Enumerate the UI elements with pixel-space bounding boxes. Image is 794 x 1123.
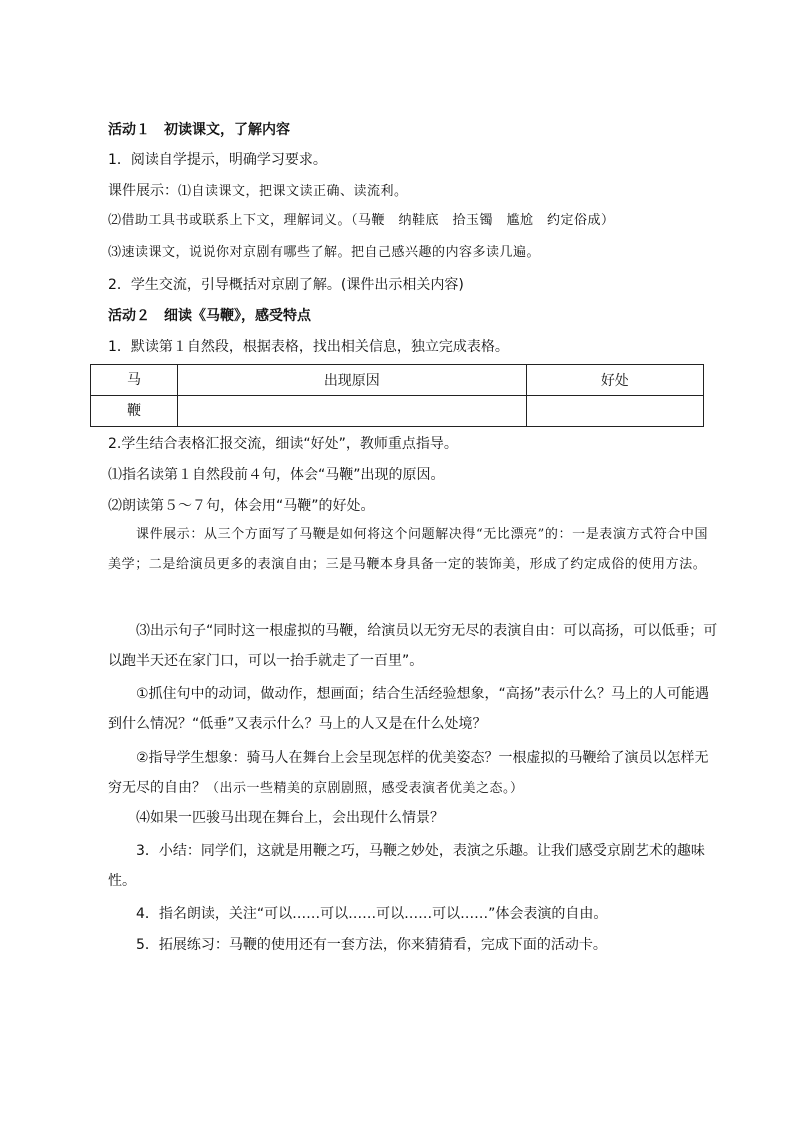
table-row-head-bottom: 鞭 — [91, 396, 178, 427]
table-row-head-top: 马 — [91, 365, 178, 396]
activity2-heading: 活动２ 细读《马鞭》，感受特点 — [108, 308, 311, 324]
table-cell-reason[interactable] — [178, 396, 527, 427]
activity2-circle1: ①抓住句中的动词，做动作，想画面；结合生活经验想象，“高扬”表示什么？马上的人可能遇到什么情况？“低垂”又表示什么？马上的人又是在什么处境？ — [108, 686, 710, 732]
activity2-step4: 4．指名朗读，关注“可以……可以……可以……可以……”体会表演的自由。 — [136, 906, 608, 922]
activity2-sub2: ⑵朗读第５～７句，体会用“马鞭”的好处。 — [108, 498, 375, 514]
activity2-step1: 1．默读第１自然段，根据表格，找出相关信息，独立完成表格。 — [108, 339, 509, 355]
circle2-note: （出示一些精美的京剧剧照，感受表演者优美之态。） — [206, 781, 524, 796]
circle2-main: ②指导学生想象：骑马人在舞台上会呈现怎样的优美姿态？一根虚拟的马鞭给了演员以怎样无穷无尽的自由？ — [108, 750, 709, 796]
activity2-step5: 5．拓展练习：马鞭的使用还有一套方法，你来猜猜看，完成下面的活动卡。 — [136, 937, 607, 953]
show-item1: ⑴自读课文，把课文读正确、读流利。 — [178, 184, 408, 199]
activity1-show-item2: ⑵借助工具书或联系上下文，理解词义。（马鞭 纳鞋底 拾玉镯 尴尬 约定俗成） — [108, 213, 615, 228]
activity2-show-para: 课件展示：从三个方面写了马鞭是如何将这个问题解决得“无比漂亮”的：一是表演方式符合中国美学；二是给演员更多的表演自由；三是马鞭本身具备一定的装饰美，形成了约定成俗的使用方法。 — [108, 527, 709, 572]
activity2-sub4: ⑷如果一匹骏马出现在舞台上，会出现什么情景？ — [136, 810, 444, 826]
info-table — [90, 364, 704, 427]
activity2-step3: 3．小结：同学们，这就是用鞭之巧，马鞭之妙处，表演之乐趣。让我们感受京剧艺术的趣味性。 — [108, 843, 705, 889]
activity2-sub3: ⑶出示句子“同时这一根虚拟的马鞭，给演员以无穷无尽的表演自由：可以高扬，可以低垂；可以跑半天还在家门口，可以一抬手就走了一百里”。 — [108, 623, 718, 669]
activity1-step2: 2．学生交流，引导概括对京剧了解。(课件出示相关内容) — [108, 277, 464, 293]
activity2-sub1: ⑴指名读第１自然段前４句，体会“马鞭”出现的原因。 — [108, 467, 445, 483]
show-label: 课件展示： — [108, 183, 178, 199]
table-cell-benefit[interactable] — [526, 396, 703, 427]
activity2-step2: 2.学生结合表格汇报交流，细读“好处”，教师重点指导。 — [108, 436, 458, 452]
activity1-show — [108, 181, 408, 202]
activity1-heading: 活动１ 初读课文，了解内容 — [108, 122, 290, 138]
table-col-benefit: 好处 — [526, 365, 703, 396]
table-col-reason: 出现原因 — [178, 365, 527, 396]
activity2-circle2 — [108, 743, 720, 804]
activity1-step1: 1．阅读自学提示，明确学习要求。 — [108, 152, 327, 168]
activity1-show-item3: ⑶速读课文，说说你对京剧有哪些了解。把自己感兴趣的内容多读几遍。 — [108, 245, 541, 260]
